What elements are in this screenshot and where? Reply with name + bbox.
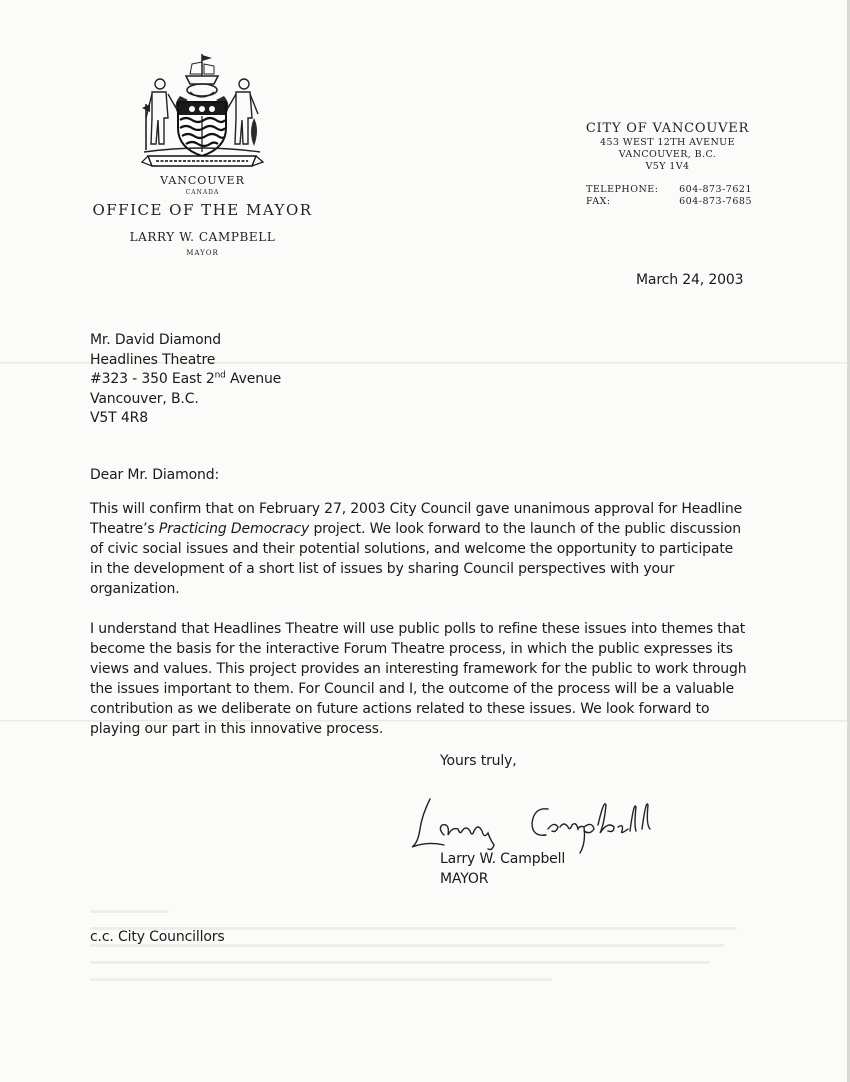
recipient-address — [90, 330, 281, 428]
paragraph-line: in the development of a short list of issues by sharing Council perspectives with your — [90, 561, 675, 577]
project-name: Practicing Democracy — [158, 521, 310, 537]
text-run: project. We look forward to the launch of the public discussion — [309, 521, 741, 537]
paragraph-line: become the basis for the interactive Forum Theatre process, in which the public expresses its — [90, 641, 733, 657]
paragraph-line: I understand that Headlines Theatre will use public polls to refine these issues into themes that — [90, 621, 746, 637]
text-run: Theatre’s — [90, 521, 159, 537]
handwritten-signature — [408, 795, 668, 855]
paragraph-line: views and values. This project provides an interesting framework for the public to work through — [90, 661, 747, 677]
fax-number: 604-873-7685 — [679, 196, 752, 207]
recipient-name: Mr. David Diamond — [90, 332, 221, 348]
signer-title: MAYOR — [440, 871, 489, 887]
closing: Yours truly, — [440, 753, 517, 769]
letterhead-address-block — [560, 121, 775, 173]
address-line: V5Y 1V4 — [645, 161, 690, 172]
letterhead-city-name: VANCOUVER — [160, 174, 245, 187]
address-line: 453 WEST 12TH AVENUE — [600, 137, 735, 148]
paragraph-2 — [90, 619, 745, 739]
telephone-number: 604-873-7621 — [679, 184, 752, 195]
cc-line: c.c. City Councillors — [90, 929, 225, 945]
paragraph-1 — [90, 499, 745, 599]
letterhead-org: CITY OF VANCOUVER — [585, 121, 750, 136]
vancouver-coat-of-arms-logo — [140, 48, 265, 176]
paragraph-line: playing our part in this innovative process. — [90, 721, 384, 737]
address-line: VANCOUVER, B.C. — [618, 149, 717, 160]
recipient-postal: V5T 4R8 — [90, 410, 148, 426]
letter-date: March 24, 2003 — [636, 272, 744, 288]
fax-label: FAX: — [586, 196, 611, 207]
letterhead-office: OFFICE OF THE MAYOR — [92, 201, 313, 219]
ordinal-suffix: nd — [214, 370, 226, 381]
letterhead-contact — [586, 184, 752, 208]
recipient-street — [90, 369, 281, 389]
street-number: #323 - 350 East 2 — [90, 371, 215, 387]
paragraph-line — [90, 519, 745, 539]
recipient-org: Headlines Theatre — [90, 351, 216, 368]
paragraph-line: of civic social issues and their potential solutions, and welcome the opportunity to participate — [90, 541, 734, 557]
paragraph-line: the issues important to them. For Council and I, the outcome of the process will be a valuable — [90, 681, 734, 697]
signer-name: Larry W. Campbell — [440, 851, 566, 867]
recipient-city: Vancouver, B.C. — [90, 390, 199, 407]
letterhead-mayor-name: LARRY W. CAMPBELL — [129, 230, 276, 244]
letterhead-mayor-title: MAYOR — [186, 249, 219, 257]
telephone-row — [586, 184, 752, 196]
paragraph-line: This will confirm that on February 27, 2003 City Council gave unanimous approval for Headline — [90, 501, 743, 517]
bleed-through-text — [90, 910, 750, 990]
salutation: Dear Mr. Diamond: — [90, 467, 220, 483]
letterhead-country: CANADA — [185, 189, 220, 196]
fax-row — [586, 196, 752, 208]
paragraph-line: contribution as we deliberate on future actions related to these issues. We look forward to — [90, 701, 710, 717]
telephone-label: TELEPHONE: — [586, 184, 659, 195]
street-type: Avenue — [225, 371, 282, 387]
paragraph-line: organization. — [90, 581, 180, 597]
